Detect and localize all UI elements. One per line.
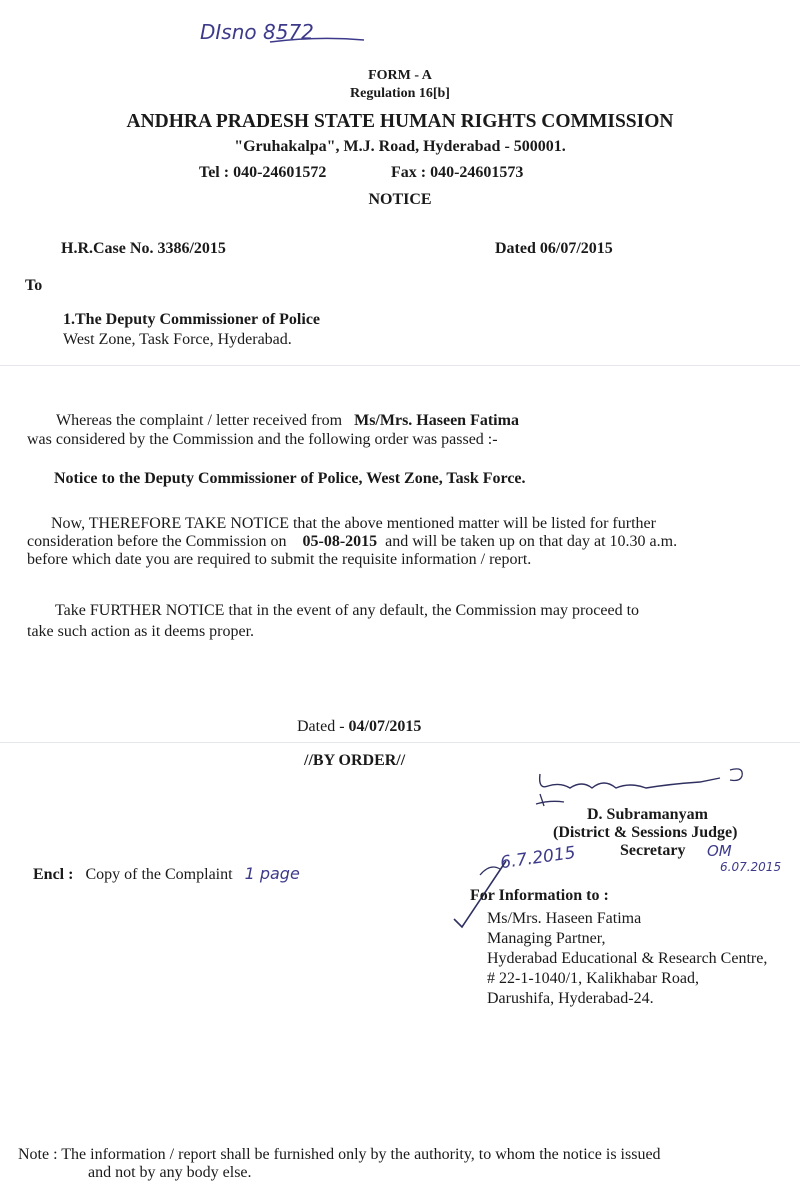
order-dated-label: Dated - [297,718,345,735]
received-date-handwritten: 6.7.2015 [498,842,577,874]
telephone: Tel : 040-24601572 [199,164,327,181]
fold-line [0,365,800,366]
enclosure-text: Copy of the Complaint [85,866,233,883]
signatory-name: D. Subramanyam [587,806,708,823]
complainant-name: Ms/Mrs. Haseen Fatima [354,412,519,429]
signature [530,760,760,810]
for-info-line-5: Darushifa, Hyderabad-24. [487,990,654,1007]
recipient-line-2: West Zone, Task Force, Hyderabad. [63,331,292,348]
fold-line-2 [0,742,800,743]
handwritten-underline [268,34,368,46]
enclosure-label: Encl : [33,866,74,883]
para1-text: Whereas the complaint / letter received from [56,412,343,429]
form-label: FORM - A [368,68,432,83]
case-number: H.R.Case No. 3386/2015 [61,240,226,257]
para2-text-c: and will be taken up on that day at 10.30 a.m. [385,533,678,550]
for-info-line-3: Hyderabad Educational & Research Centre, [487,950,768,967]
commission-name: ANDHRA PRADESH STATE HUMAN RIGHTS COMMISSION [126,111,674,132]
para3-line1: Take FURTHER NOTICE that in the event of any default, the Commission may proceed to [55,602,640,619]
note-line-1: Note : The information / report shall be furnished only by the authority, to whom the notice is issued [18,1146,661,1163]
handwritten-file-number: DIsno 8572 [200,20,314,44]
enclosure [33,864,300,884]
signatory-title: (District & Sessions Judge) [553,824,738,841]
para2-line3: before which date you are required to submit the requisite information / report. [27,551,532,568]
for-info-line-4: # 22-1-1040/1, Kalikhabar Road, [487,970,699,987]
order-dated-value: 04/07/2015 [348,718,422,735]
para2-text-a: consideration before the Commission on [27,533,287,550]
para2-line1: Now, THEREFORE TAKE NOTICE that the above mentioned matter will be listed for further [51,515,656,532]
para1-line1 [56,412,519,430]
regulation-label: Regulation 16[b] [350,86,450,101]
para1-line2: was considered by the Commission and the following order was passed :- [27,431,498,448]
hearing-date: 05-08-2015 [302,533,378,550]
enclosure-handwritten: 1 page [244,864,300,883]
commission-address: "Gruhakalpa", M.J. Road, Hyderabad - 500001. [234,138,566,155]
para3-line2: take such action as it deems proper. [27,623,255,640]
by-order: //BY ORDER// [304,752,406,769]
initials-date-handwritten: 6.07.2015 [720,860,782,874]
order-dated [297,718,421,736]
recipient-line-1: 1.The Deputy Commissioner of Police [63,311,321,328]
fax: Fax : 040-24601573 [391,164,524,181]
for-info-line-1: Ms/Mrs. Haseen Fatima [487,910,642,927]
para2-line2 [27,533,677,551]
for-info-line-2: Managing Partner, [487,930,606,947]
note-line-2: and not by any body else. [88,1164,252,1181]
signatory-role: Secretary [620,842,686,859]
order-text: Notice to the Deputy Commissioner of Police, West Zone, Task Force. [54,470,526,487]
for-info-heading: For Information to : [470,887,609,904]
to-label: To [25,277,43,294]
initials-handwritten: OM [707,842,732,860]
notice-heading: NOTICE [368,191,432,208]
case-dated: Dated 06/07/2015 [495,240,613,257]
